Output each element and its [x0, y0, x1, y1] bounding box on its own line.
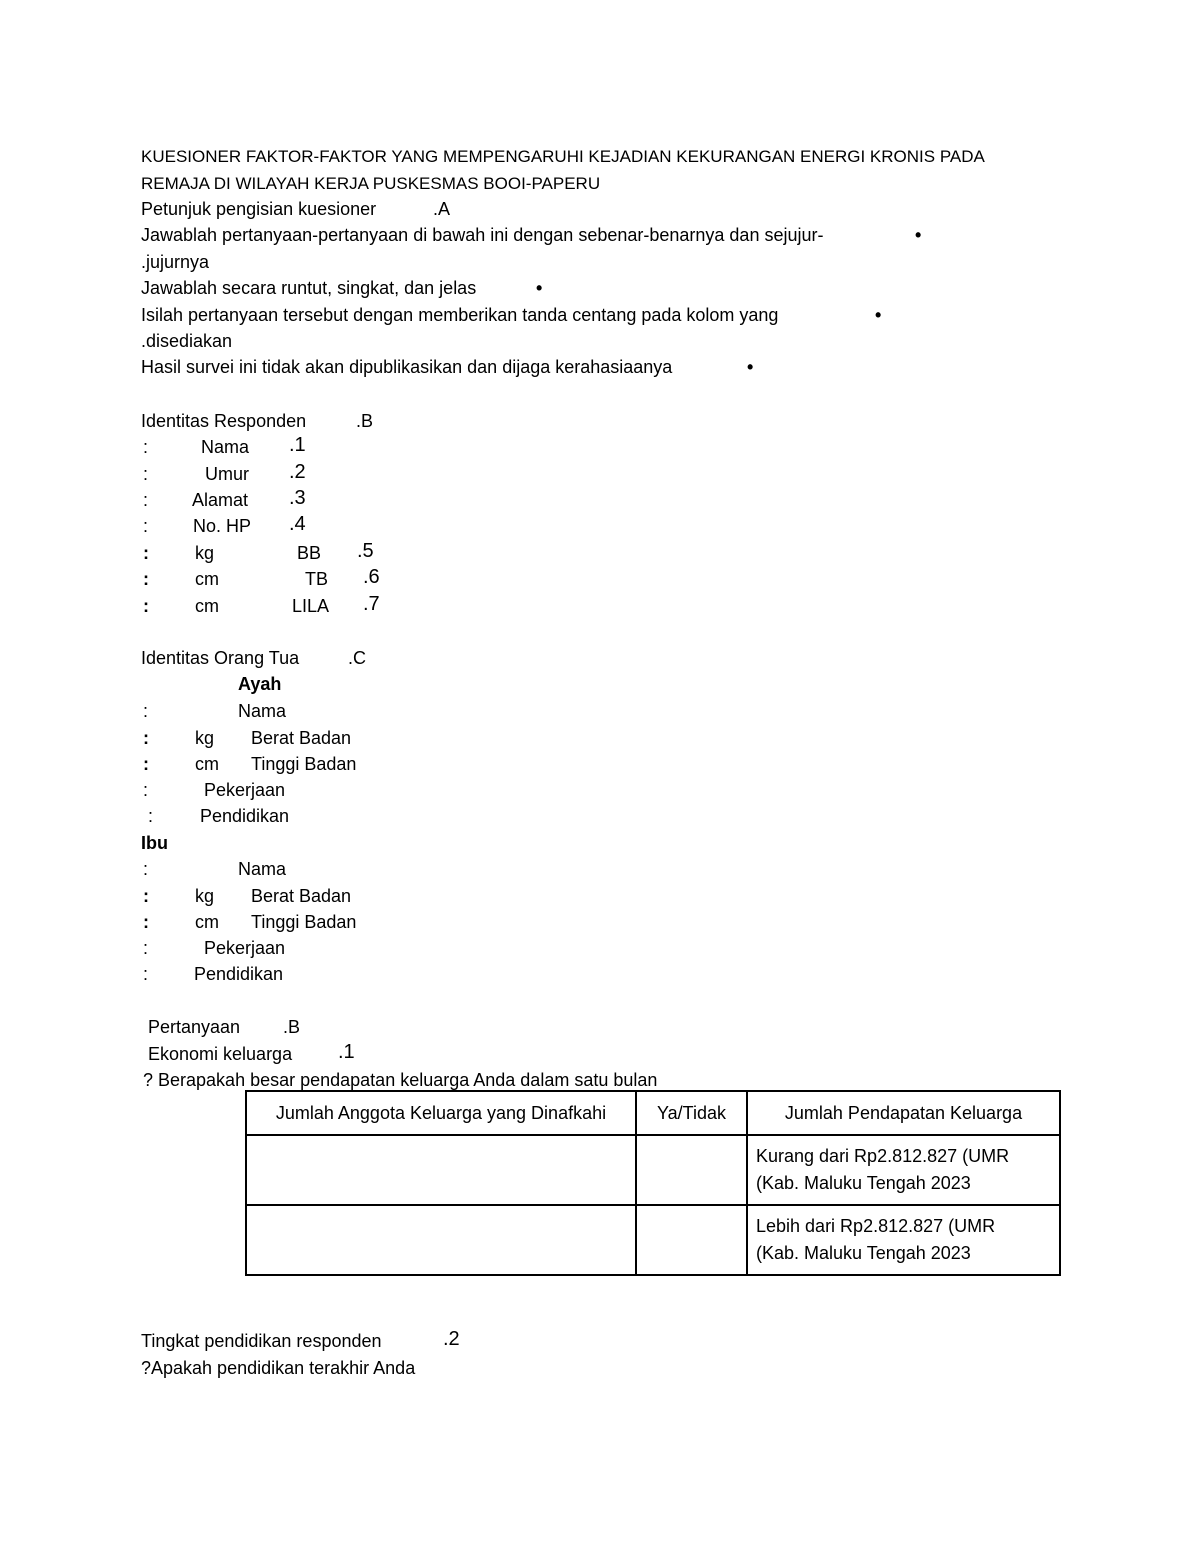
colon: :: [143, 754, 149, 774]
colon: :: [143, 569, 149, 589]
field-number: .1: [289, 434, 306, 456]
colon: :: [143, 728, 149, 748]
colon: :: [143, 701, 149, 721]
field-number: .7: [363, 593, 380, 615]
table-row: [246, 1135, 1060, 1205]
instruction-3-line-1: Isilah pertanyaan tersebut dengan memberikan tanda centang pada kolom yang: [141, 305, 779, 325]
field-number: .5: [357, 540, 374, 562]
questions-label: Pertanyaan: [148, 1017, 241, 1037]
colon: :: [143, 596, 149, 616]
unit-cm: cm: [195, 912, 219, 932]
title-line-2: REMAJA DI WILAYAH KERJA PUSKESMAS BOOI-PAPERU: [141, 174, 601, 193]
section-b-label: Identitas Responden: [141, 411, 307, 431]
colon: :: [143, 964, 149, 984]
q2-title: Tingkat pendidikan responden: [141, 1331, 382, 1351]
family-members-cell[interactable]: [246, 1135, 636, 1205]
field-label-umur: Umur: [205, 464, 249, 484]
section-c-marker: .C: [348, 648, 366, 668]
father-heading: Ayah: [238, 674, 282, 694]
field-label-lila: LILA: [292, 596, 330, 616]
section-a-label: Petunjuk pengisian kuesioner: [141, 199, 377, 219]
q2-number: .2: [443, 1328, 460, 1350]
father-education-label: Pendidikan: [200, 806, 290, 826]
income-option-cell: [747, 1205, 1060, 1275]
field-number: .3: [289, 487, 306, 509]
colon: :: [143, 543, 149, 563]
field-label-no-hp: No. HP: [193, 516, 252, 536]
father-job-label: Pekerjaan: [204, 780, 286, 800]
questions-marker: .B: [283, 1017, 301, 1037]
colon: :: [143, 912, 149, 932]
column-header: Jumlah Pendapatan Keluarga: [747, 1091, 1060, 1135]
income-option-line-2: (Kab. Maluku Tengah 2023: [756, 1243, 971, 1263]
mother-heading: Ibu: [141, 833, 168, 853]
field-number: .2: [289, 461, 306, 483]
unit-kg: kg: [195, 728, 215, 748]
mother-name-label: Nama: [238, 859, 287, 879]
unit-cm: cm: [195, 754, 219, 774]
field-label-tb: TB: [305, 569, 329, 589]
mother-education-label: Pendidikan: [194, 964, 284, 984]
instruction-1-line-2: .jujurnya: [141, 252, 210, 272]
unit-cm: cm: [195, 596, 219, 616]
mother-height-label: Tinggi Badan: [251, 912, 357, 932]
q2-question: ?Apakah pendidikan terakhir Anda: [141, 1358, 416, 1378]
unit-cm: cm: [195, 569, 219, 589]
section-c-label: Identitas Orang Tua: [141, 648, 300, 668]
table-row: [246, 1205, 1060, 1275]
income-table: [245, 1090, 1061, 1276]
income-option-line-1: Kurang dari Rp2.812.827 (UMR: [756, 1146, 1010, 1166]
q1-title: Ekonomi keluarga: [148, 1044, 293, 1064]
colon: :: [143, 464, 149, 484]
mother-weight-label: Berat Badan: [251, 886, 352, 906]
instruction-2: Jawablah secara runtut, singkat, dan jelas: [141, 278, 477, 298]
father-weight-label: Berat Badan: [251, 728, 352, 748]
q1-number: .1: [338, 1041, 355, 1063]
bullet-icon: •: [536, 278, 543, 298]
q1-question: ? Berapakah besar pendapatan keluarga Anda dalam satu bulan: [143, 1070, 658, 1090]
yes-no-cell[interactable]: [636, 1135, 747, 1205]
field-number: .4: [289, 513, 306, 535]
colon: :: [143, 780, 149, 800]
mother-job-label: Pekerjaan: [204, 938, 286, 958]
colon: :: [143, 437, 149, 457]
field-label-nama: Nama: [201, 437, 250, 457]
income-option-cell: [747, 1135, 1060, 1205]
title-line-1: KUESIONER FAKTOR-FAKTOR YANG MEMPENGARUHI KEJADIAN KEKURANGAN ENERGI KRONIS PADA: [141, 147, 985, 166]
table-header-row: [246, 1091, 1060, 1135]
colon: :: [143, 490, 149, 510]
section-b-marker: .B: [356, 411, 374, 431]
colon: :: [143, 938, 149, 958]
colon: :: [143, 886, 149, 906]
income-option-line-1: Lebih dari Rp2.812.827 (UMR: [756, 1216, 996, 1236]
family-members-cell[interactable]: [246, 1205, 636, 1275]
father-height-label: Tinggi Badan: [251, 754, 357, 774]
instruction-4: Hasil survei ini tidak akan dipublikasikan dan dijaga kerahasiaanya: [141, 357, 673, 377]
colon: :: [143, 516, 149, 536]
instruction-3-line-2: .disediakan: [141, 331, 233, 351]
bullet-icon: •: [747, 357, 754, 377]
section-a-marker: .A: [433, 199, 451, 219]
bullet-icon: •: [875, 305, 882, 325]
bullet-icon: •: [915, 225, 922, 245]
field-label-bb: BB: [297, 543, 322, 563]
field-number: .6: [363, 566, 380, 588]
unit-kg: kg: [195, 543, 215, 563]
father-name-label: Nama: [238, 701, 287, 721]
column-header: Jumlah Anggota Keluarga yang Dinafkahi: [246, 1091, 636, 1135]
income-option-line-2: (Kab. Maluku Tengah 2023: [756, 1173, 971, 1193]
unit-kg: kg: [195, 886, 215, 906]
yes-no-cell[interactable]: [636, 1205, 747, 1275]
field-label-alamat: Alamat: [192, 490, 249, 510]
colon: :: [148, 806, 154, 826]
column-header: Ya/Tidak: [636, 1091, 747, 1135]
instruction-1-line-1: Jawablah pertanyaan-pertanyaan di bawah ini dengan sebenar-benarnya dan sejujur-: [141, 225, 824, 245]
colon: :: [143, 859, 149, 879]
